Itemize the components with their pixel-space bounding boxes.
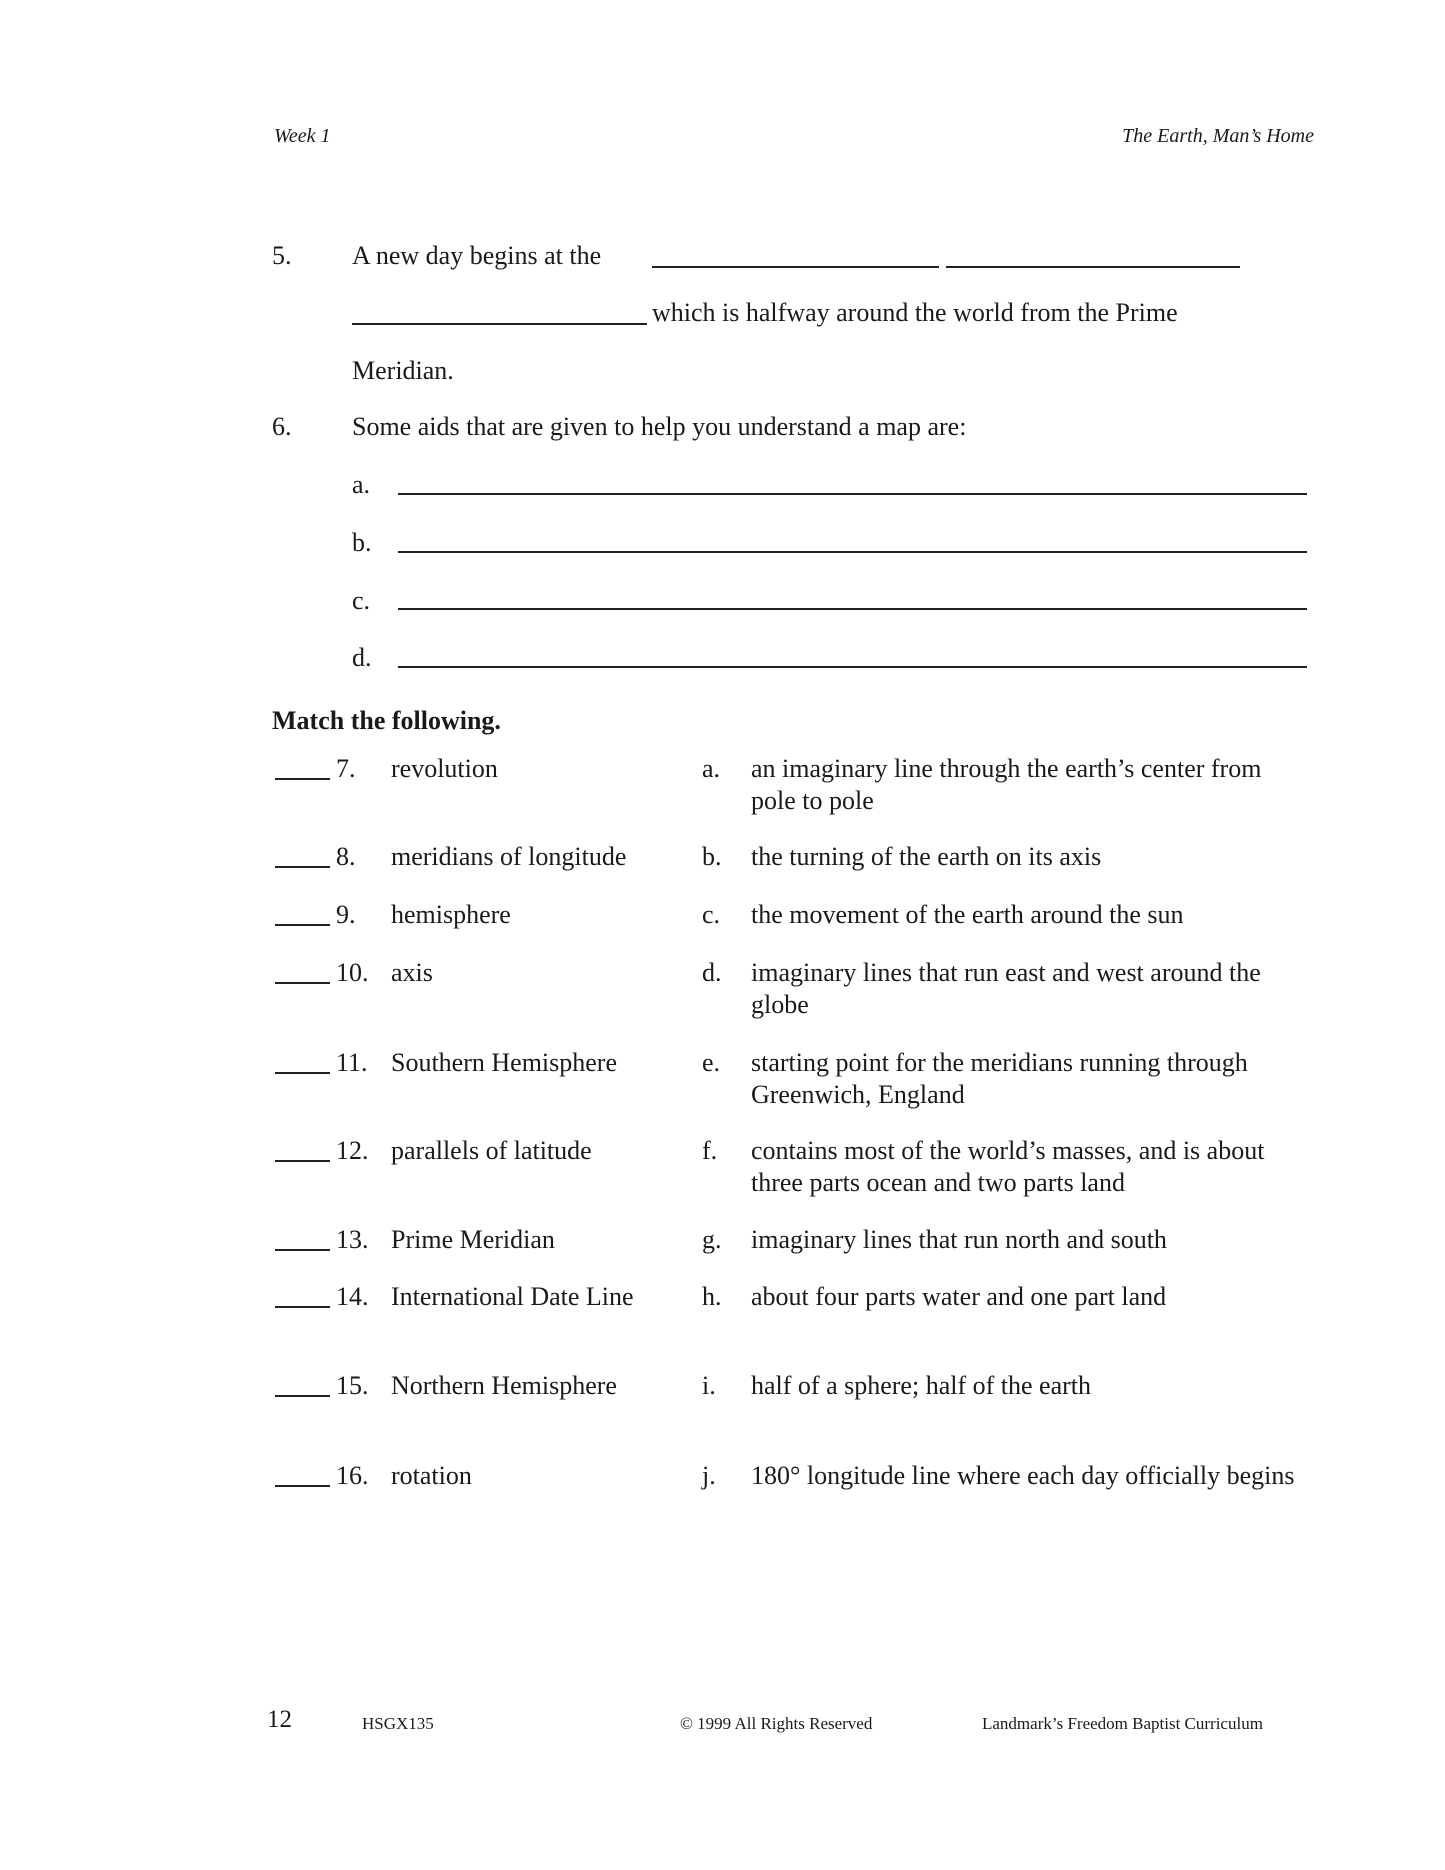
match-answer-blank[interactable] — [275, 982, 330, 984]
match-term: Southern Hemisphere — [391, 1048, 618, 1077]
match-answer-blank[interactable] — [275, 866, 330, 868]
match-definition-letter: d. — [702, 958, 722, 987]
match-term: meridians of longitude — [391, 842, 627, 871]
q5-text-3: Meridian. — [352, 356, 454, 385]
q6-item-c-label: c. — [352, 586, 371, 615]
footer-publisher: Landmark’s Freedom Baptist Curriculum — [982, 1714, 1263, 1733]
q5-text-2: which is halfway around the world from the Prime — [652, 298, 1178, 327]
q6-item-a-label: a. — [352, 470, 371, 499]
q6-text: Some aids that are given to help you understand a map are: — [352, 412, 967, 441]
match-definition: contains most of the world’s masses, and is about three parts ocean and two parts land — [751, 1136, 1265, 1197]
match-definition: imaginary lines that run north and south — [751, 1225, 1167, 1254]
match-answer-blank[interactable] — [275, 778, 330, 780]
match-definition: 180° longitude line where each day officially begins — [751, 1461, 1295, 1490]
q6-item-b-blank[interactable] — [398, 551, 1307, 553]
q5-text-1: A new day begins at the — [352, 241, 602, 270]
match-term: axis — [391, 958, 433, 987]
match-definition: the movement of the earth around the sun — [751, 900, 1184, 929]
match-term-number: 12. — [336, 1136, 369, 1165]
match-definition: imaginary lines that run east and west around the globe — [751, 958, 1261, 1019]
match-term-number: 15. — [336, 1371, 369, 1400]
match-term: revolution — [391, 754, 498, 783]
match-answer-blank[interactable] — [275, 1395, 330, 1397]
match-answer-blank[interactable] — [275, 1249, 330, 1251]
match-term-number: 16. — [336, 1461, 369, 1490]
match-definition-letter: g. — [702, 1225, 722, 1254]
match-answer-blank[interactable] — [275, 1306, 330, 1308]
match-definition-letter: b. — [702, 842, 722, 871]
match-term-number: 10. — [336, 958, 369, 987]
page-number: 12 — [267, 1706, 292, 1733]
match-definition: half of a sphere; half of the earth — [751, 1371, 1092, 1400]
match-definition: about four parts water and one part land — [751, 1282, 1167, 1311]
footer-code: HSGX135 — [362, 1714, 434, 1733]
q6-item-a-blank[interactable] — [398, 493, 1307, 495]
match-term: International Date Line — [391, 1282, 634, 1311]
match-term-number: 8. — [336, 842, 356, 871]
match-definition-letter: i. — [702, 1371, 716, 1400]
q5-answer-blank-3[interactable] — [352, 323, 647, 325]
match-definition-letter: f. — [702, 1136, 718, 1165]
match-definition: an imaginary line through the earth’s center from pole to pole — [751, 754, 1262, 815]
match-term-number: 14. — [336, 1282, 369, 1311]
match-answer-blank[interactable] — [275, 1160, 330, 1162]
match-answer-blank[interactable] — [275, 1072, 330, 1074]
q6-item-c-blank[interactable] — [398, 608, 1307, 610]
match-answer-blank[interactable] — [275, 1485, 330, 1487]
match-term-number: 9. — [336, 900, 356, 929]
match-term: Prime Meridian — [391, 1225, 555, 1254]
q6-item-b-label: b. — [352, 528, 372, 557]
match-definition: starting point for the meridians running through Greenwich, England — [751, 1048, 1248, 1109]
q6-number: 6. — [272, 412, 292, 441]
match-answer-blank[interactable] — [275, 924, 330, 926]
match-definition-letter: j. — [702, 1461, 716, 1490]
header-week: Week 1 — [274, 125, 331, 147]
q6-item-d-label: d. — [352, 643, 372, 672]
match-term: Northern Hemisphere — [391, 1371, 617, 1400]
matching-heading: Match the following. — [272, 706, 501, 735]
match-term: rotation — [391, 1461, 472, 1490]
q5-number: 5. — [272, 241, 292, 270]
match-term: hemisphere — [391, 900, 511, 929]
footer-copyright: © 1999 All Rights Reserved — [680, 1714, 873, 1733]
q5-line1 — [352, 240, 601, 272]
match-definition-letter: a. — [702, 754, 721, 783]
match-definition: the turning of the earth on its axis — [751, 842, 1102, 871]
match-term: parallels of latitude — [391, 1136, 592, 1165]
q5-answer-blank-1[interactable] — [652, 266, 939, 268]
match-definition-letter: c. — [702, 900, 721, 929]
header-title: The Earth, Man’s Home — [1122, 125, 1314, 147]
match-definition-letter: h. — [702, 1282, 722, 1311]
q5-answer-blank-2[interactable] — [946, 266, 1240, 268]
match-term-number: 7. — [336, 754, 356, 783]
match-definition-letter: e. — [702, 1048, 721, 1077]
match-term-number: 13. — [336, 1225, 369, 1254]
match-term-number: 11. — [336, 1048, 368, 1077]
q6-item-d-blank[interactable] — [398, 666, 1307, 668]
